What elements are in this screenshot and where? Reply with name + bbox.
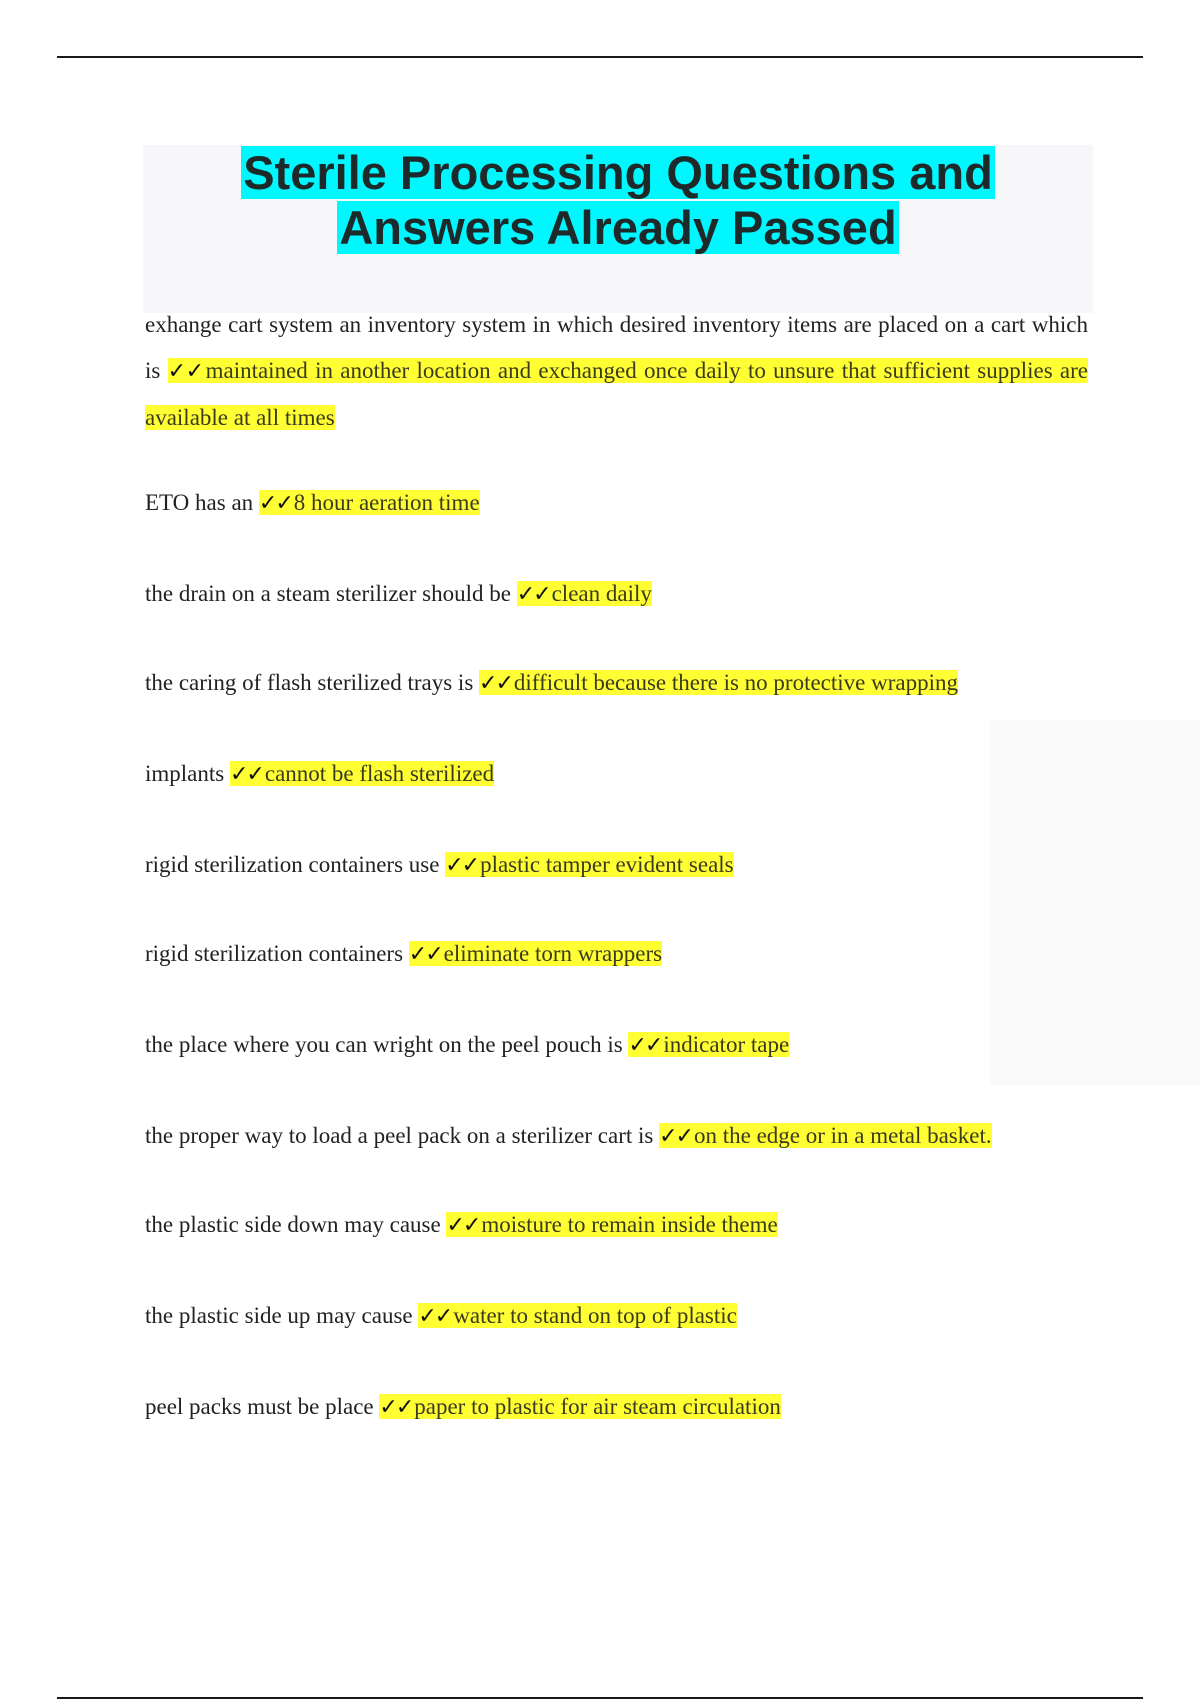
- answer-highlight: [259, 490, 480, 515]
- qa-item-3: [145, 660, 1088, 707]
- qa-item-8: [145, 1113, 1088, 1160]
- document-title: [143, 145, 1093, 255]
- qa-item-6: [145, 931, 1088, 978]
- qa-item-1: [145, 480, 1088, 527]
- answer-text: paper to plastic for air steam circulation: [414, 1394, 781, 1419]
- answer-text: maintained in another location and exchanged once daily to unsure that sufficient supplies are available at all times: [145, 358, 1089, 430]
- question-text: rigid sterilization containers: [145, 941, 404, 966]
- question-text: the plastic side down may cause: [145, 1212, 441, 1237]
- answer-text: on the edge or in a metal basket.: [693, 1123, 992, 1148]
- answer-text: moisture to remain inside theme: [481, 1212, 778, 1237]
- question-text: the caring of flash sterilized trays is: [145, 670, 474, 695]
- answer-highlight: [418, 1303, 736, 1328]
- qa-item-5: [145, 842, 1088, 889]
- question-text: rigid sterilization containers use: [145, 852, 440, 877]
- answer-highlight: [409, 941, 662, 966]
- answer-text: 8 hour aeration time: [293, 490, 480, 515]
- answer-highlight: [479, 670, 958, 695]
- answer-highlight: [628, 1032, 789, 1057]
- question-text: peel packs must be place: [145, 1394, 374, 1419]
- check-icon: ✓✓: [628, 1033, 662, 1058]
- bottom-rule: [57, 1697, 1143, 1699]
- check-icon: ✓✓: [379, 1395, 413, 1420]
- check-icon: ✓✓: [516, 582, 550, 607]
- title-line-2: Answers Already Passed: [339, 201, 897, 254]
- qa-item-11: [145, 1384, 1088, 1431]
- answer-text: clean daily: [551, 581, 652, 606]
- check-icon: ✓✓: [408, 942, 442, 967]
- answer-text: indicator tape: [663, 1032, 790, 1057]
- check-icon: ✓✓: [446, 1213, 480, 1238]
- answer-text: eliminate torn wrappers: [443, 941, 663, 966]
- check-icon: ✓✓: [418, 1304, 452, 1329]
- qa-item-9: [145, 1202, 1088, 1249]
- answer-highlight: [517, 581, 652, 606]
- qa-item-2: [145, 571, 1088, 618]
- qa-item-7: [145, 1022, 1088, 1069]
- question-text: the place where you can wright on the peel pouch is: [145, 1032, 623, 1057]
- answer-highlight: [230, 761, 494, 786]
- check-icon: ✓✓: [258, 491, 292, 516]
- answer-highlight: [379, 1394, 780, 1419]
- question-text: implants: [145, 761, 225, 786]
- answer-text: difficult because there is no protective wrapping: [513, 670, 958, 695]
- title-line-1: Sterile Processing Questions and: [243, 146, 993, 199]
- question-text: the proper way to load a peel pack on a sterilizer cart is: [145, 1123, 654, 1148]
- answer-highlight: [445, 852, 733, 877]
- question-text: exhange cart system an inventory system in which desired inventory items are placed on a cart which is: [145, 312, 1088, 383]
- answer-highlight: [659, 1123, 992, 1148]
- qa-item-10: [145, 1293, 1088, 1340]
- check-icon: ✓✓: [659, 1124, 692, 1149]
- question-text: the drain on a steam sterilizer should be: [145, 581, 511, 606]
- qa-item-0: [145, 302, 1088, 441]
- check-icon: ✓✓: [479, 671, 512, 696]
- question-text: ETO has an: [145, 490, 254, 515]
- answer-text: cannot be flash sterilized: [264, 761, 495, 786]
- answer-highlight: [446, 1212, 777, 1237]
- answer-text: plastic tamper evident seals: [480, 852, 734, 877]
- check-icon: ✓✓: [445, 853, 479, 878]
- answer-text: water to stand on top of plastic: [453, 1303, 737, 1328]
- qa-item-4: [145, 751, 1088, 798]
- answer-highlight: [145, 358, 1088, 430]
- top-rule: [57, 56, 1143, 58]
- check-icon: ✓✓: [167, 359, 204, 384]
- check-icon: ✓✓: [229, 762, 263, 787]
- question-text: the plastic side up may cause: [145, 1303, 413, 1328]
